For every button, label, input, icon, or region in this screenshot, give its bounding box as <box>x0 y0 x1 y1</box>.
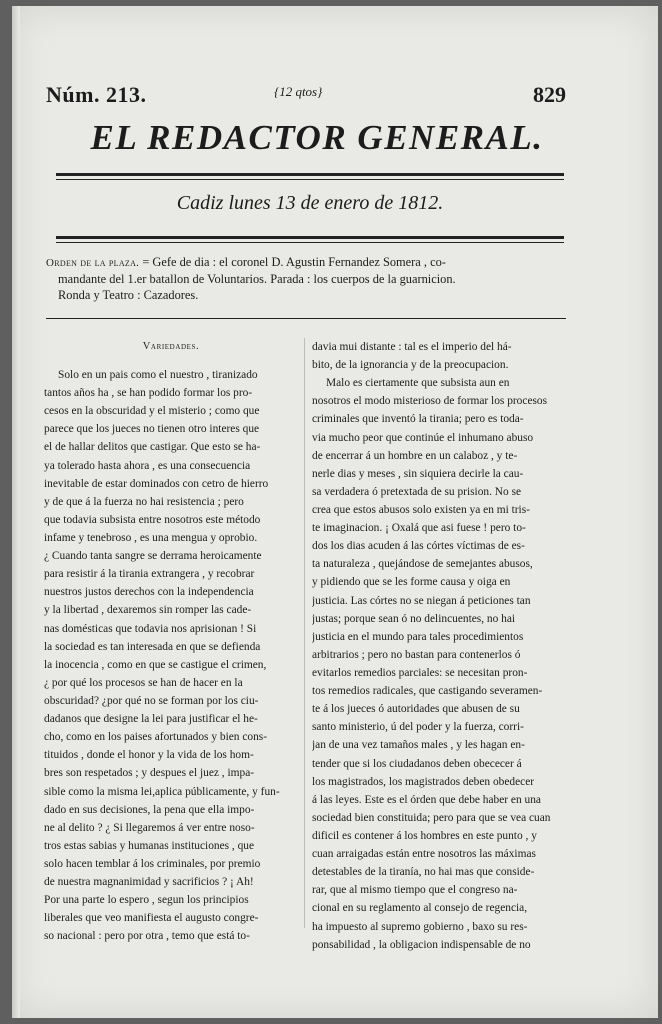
text-line: de nuestra magnanimidad y sacrificios ? ¡ Ah! <box>44 876 254 889</box>
text-line: tituidos , donde el honor y la vida de los hom- <box>44 749 254 762</box>
masthead-rule-thick <box>56 173 564 176</box>
text-line: dificil es contener á los hombres en este punto , y <box>312 829 537 842</box>
orden-line-3: Ronda y Teatro : Cazadores. <box>58 288 199 302</box>
text-line: jan de una vez tamaños males , y les hagan en- <box>312 739 525 752</box>
orden-lead: Orden de la plaza. <box>46 257 140 269</box>
text-line: detestables de la tiranía, no hai mas que conside- <box>312 866 535 879</box>
text-line: te á los jueces ó autoridades que abusen de su <box>312 703 520 716</box>
text-line: nerle dias y meses , sin siquiera decirle la cau- <box>312 467 524 480</box>
text-line: tros estas sabias y humanas instituciones , que <box>44 839 255 852</box>
text-line: dadanos que designe la lei para justificar el he- <box>44 713 258 726</box>
text-line: la inocencia , como en que se castigue el crimen, <box>44 658 267 671</box>
right-column <box>312 338 564 954</box>
text-line: ¿ por qué los procesos se han de hacer en la <box>44 676 243 689</box>
text-line: nas domésticas que todavia nos aprisionan ! Si <box>44 622 257 635</box>
text-line: y la libertad , dexaremos sin romper las cade- <box>44 604 252 617</box>
text-line: davia mui distante : tal es el imperio del há- <box>312 341 512 353</box>
text-line: cesos en la obscuridad y el misterio ; como que <box>44 405 260 418</box>
text-line: dado en sus decisiones, la pena que ella impo- <box>44 803 255 816</box>
text-line: solo hacen temblar á los criminales, por premio <box>44 857 261 870</box>
page-number: 829 <box>533 82 566 107</box>
text-line: justicia en el mundo para tales procedimientos <box>312 630 524 643</box>
text-line: rar, que al mismo tiempo que el congreso na- <box>312 884 518 897</box>
text-line: á las leyes. Este es el órden que debe haber en una <box>312 793 541 806</box>
text-line: evitarlos remedios parciales: se necesitan pron- <box>312 666 528 679</box>
text-line: via mucho peor que continúe el inhumano abuso <box>312 431 534 444</box>
issue-price: {12 qtos} <box>274 84 323 99</box>
text-line: justas; porque sean ó no delincuentes, no hai <box>312 612 516 625</box>
text-line: cional en su reglamento al consejo de regencia, <box>312 902 528 915</box>
text-line: de encerrar á un hombre en un calaboz , y te- <box>312 449 518 462</box>
text-line: justicia. Las córtes no se niegan á peticiones tan <box>312 594 531 607</box>
text-line: te imaginacion. ¡ Oxalá que asi fuese ! pero to- <box>312 522 526 535</box>
text-line: nosotros el modo misterioso de formar los procesos <box>312 395 548 408</box>
text-line: ha impuesto al supremo gobierno , baxo su res- <box>312 920 528 933</box>
text-line: tos remedios radicales, que castigando severamen- <box>312 685 543 698</box>
orden-line-2: mandante del 1.er batallon de Voluntarios. Parada : los cuerpos de la guarnicion. <box>58 272 456 286</box>
masthead-rule-thin <box>56 179 564 180</box>
text-line: Por una parte lo espero , segun los principios <box>44 894 249 907</box>
text-line: parece que los jueces no tienen otro interes que <box>44 423 260 436</box>
section-heading: Variedades. <box>142 341 200 352</box>
text-line: ta naturaleza , quejándose de semejantes abusos, <box>312 558 533 571</box>
text-line: liberales que veo manifiesta el augusto congre- <box>44 912 259 925</box>
text-line: los magistrados, los magistrados deben obedecer <box>312 775 535 788</box>
text-line: cuan arraigadas están entre nosotros las máximas <box>312 848 536 861</box>
text-line: obscuridad? ¿por qué no se forman por los ciu- <box>44 694 259 707</box>
orden-line-1: = Gefe de dia : el coronel D. Agustin Fernandez Somera , co- <box>142 255 446 269</box>
dateline-rule-thin <box>56 242 564 243</box>
newspaper-page <box>12 6 658 1018</box>
text-line: cho, como en los paises afortunados y bien cons- <box>44 731 268 744</box>
text-line: inevitable de estar dominados con cetro de hierro <box>44 477 269 490</box>
dateline-rule-thick <box>56 236 564 239</box>
text-line: sociedad bien constituida; pero para que se vea cuan <box>312 811 551 824</box>
text-line: crea que estos abusos solo existen ya en mi tris- <box>312 503 530 516</box>
newspaper-title: EL REDACTOR GENERAL. <box>90 118 544 157</box>
left-column <box>44 366 296 946</box>
section-rule <box>46 318 566 319</box>
text-line: para resistir á la tirania extrangera , y recobrar <box>44 568 255 581</box>
text-line: Solo en un pais como el nuestro , tiranizado <box>58 369 258 381</box>
text-line: y pidiendo que se les forme causa y oiga en <box>312 576 511 589</box>
text-line: que todavia subsista entre nosotros este método <box>44 513 261 526</box>
text-line: Malo es ciertamente que subsista aun en <box>326 377 510 390</box>
text-line: tender que si los ciudadanos deben obececer á <box>312 757 522 770</box>
text-line: ne al delito ? ¿ Si llegaremos á ver entre noso- <box>44 821 255 834</box>
issue-number: Núm. 213. <box>46 82 147 107</box>
text-line: infame y tenebroso , es una mengua y oprobio. <box>44 531 258 544</box>
issue-line <box>46 82 566 112</box>
text-line: ya tolerado hasta ahora , es una consecuencia <box>44 459 251 472</box>
text-line: so nacional : pero por otra , temo que está to- <box>44 930 250 943</box>
text-line: tantos años ha , se han podido formar los pro- <box>44 387 253 400</box>
text-line: bito, de la ignorancia y de la preocupacion. <box>312 359 509 372</box>
text-line: ¿ Cuando tanta sangre se derrama heroicamente <box>44 550 262 563</box>
orden-de-la-plaza <box>46 254 564 303</box>
dateline: Cadiz lunes 13 de enero de 1812. <box>176 192 444 214</box>
text-line: y de que á la fuerza no hai resistencia ; pero <box>44 495 244 508</box>
text-line: ponsabilidad , la obligacion indispensable de no <box>312 938 531 951</box>
text-line: sa verdadera ó pretextada de su prision. No se <box>312 485 522 498</box>
text-line: sible como la misma lei,aplica públicamente, y fun- <box>44 785 280 798</box>
text-line: la sociedad es tan interesada en que se defienda <box>44 640 261 653</box>
text-line: arbitrarios ; pero no bastan para contenerlos ó <box>312 648 521 661</box>
text-line: criminales que inventó la tirania; pero es toda- <box>312 413 524 426</box>
column-divider <box>304 338 305 928</box>
text-line: santo ministerio, ú del poder y la fuerza, corri- <box>312 721 524 734</box>
text-line: dos los dias acuden á las córtes víctimas de es- <box>312 540 525 553</box>
text-line: el de hallar delitos que castigar. Que esto se ha- <box>44 441 261 454</box>
text-line: bres son respetados ; y despues el juez , impa- <box>44 767 255 780</box>
text-line: nuestros justos derechos con la independencia <box>44 586 254 599</box>
